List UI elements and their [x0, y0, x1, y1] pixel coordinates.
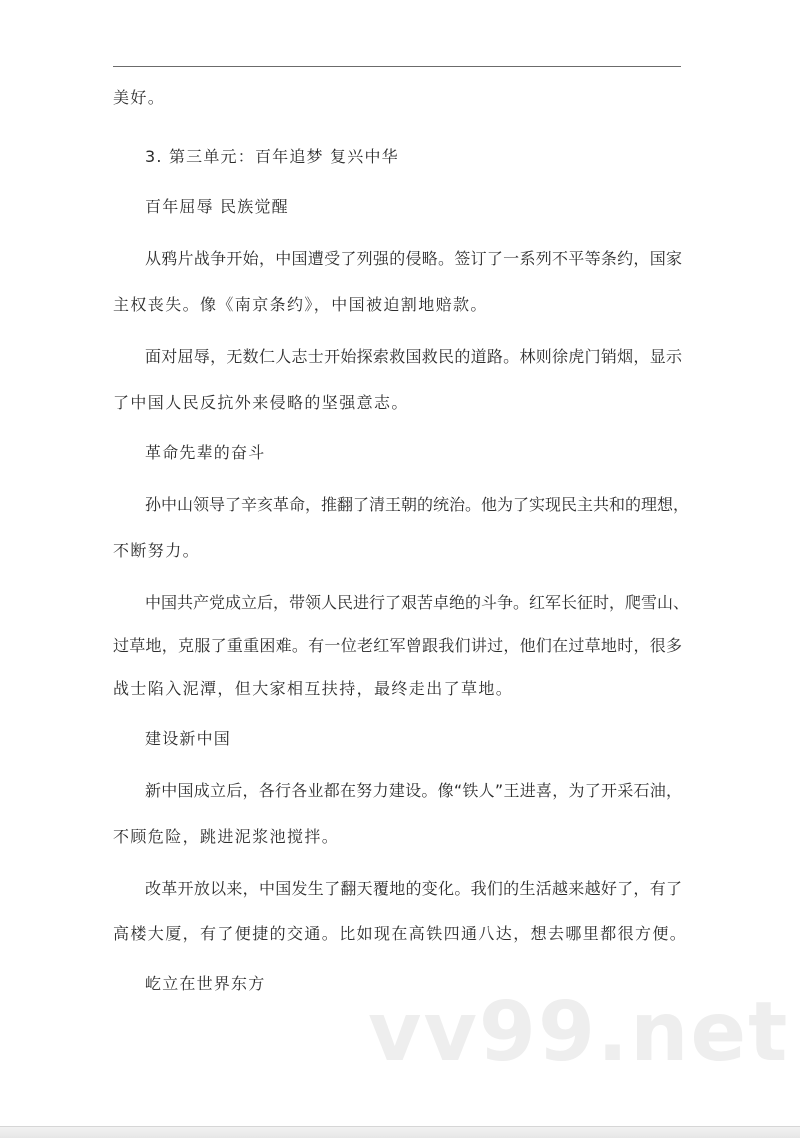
paragraph-line: 过草地，克服了重重困难。有一位老红军曾跟我们讲过，他们在过草地时，很多: [113, 636, 682, 655]
paragraph-line: 新中国成立后，各行各业都在努力建设。像“铁人”王进喜，为了开采石油，: [145, 781, 682, 800]
paragraph-line: 战士陷入泥潭，但大家相互扶持，最终走出了草地。: [113, 679, 514, 698]
paragraph-line: 不顾危险，跳进泥浆池搅拌。: [113, 827, 340, 846]
paragraph-line: 了中国人民反抗外来侵略的坚强意志。: [113, 393, 409, 412]
paragraph-line: 改革开放以来，中国发生了翻天覆地的变化。我们的生活越来越好了，有了: [145, 879, 682, 898]
paragraph-line: 面对屈辱，无数仁人志士开始探索救国救民的道路。林则徐虎门销烟，显示: [145, 347, 682, 366]
watermark-text: vv99.net: [368, 985, 790, 1080]
subsection-heading: 百年屈辱 民族觉醒: [145, 197, 289, 216]
paragraph-line: 高楼大厦，有了便捷的交通。比如现在高铁四通八达，想去哪里都很方便。: [113, 924, 688, 943]
subsection-heading: 屹立在世界东方: [145, 974, 266, 993]
paragraph-line: 美好。: [113, 88, 166, 107]
header-rule: [113, 66, 681, 67]
paragraph-line: 主权丧失。像《南京条约》，中国被迫割地赔款。: [113, 295, 488, 314]
section-heading: 3. 第三单元：百年追梦 复兴中华: [145, 147, 399, 166]
paragraph-line: 孙中山领导了辛亥革命，推翻了清王朝的统治。他为了实现民主共和的理想，: [145, 495, 690, 514]
paragraph-line: 从鸦片战争开始，中国遭受了列强的侵略。签订了一系列不平等条约，国家: [145, 249, 682, 268]
paragraph-line: 中国共产党成立后，带领人民进行了艰苦卓绝的斗争。红军长征时，爬雪山、: [145, 593, 690, 612]
page-bottom-edge: [0, 1126, 800, 1138]
subsection-heading: 革命先辈的奋斗: [145, 443, 266, 462]
paragraph-line: 不断努力。: [113, 541, 201, 560]
subsection-heading: 建设新中国: [145, 729, 232, 748]
